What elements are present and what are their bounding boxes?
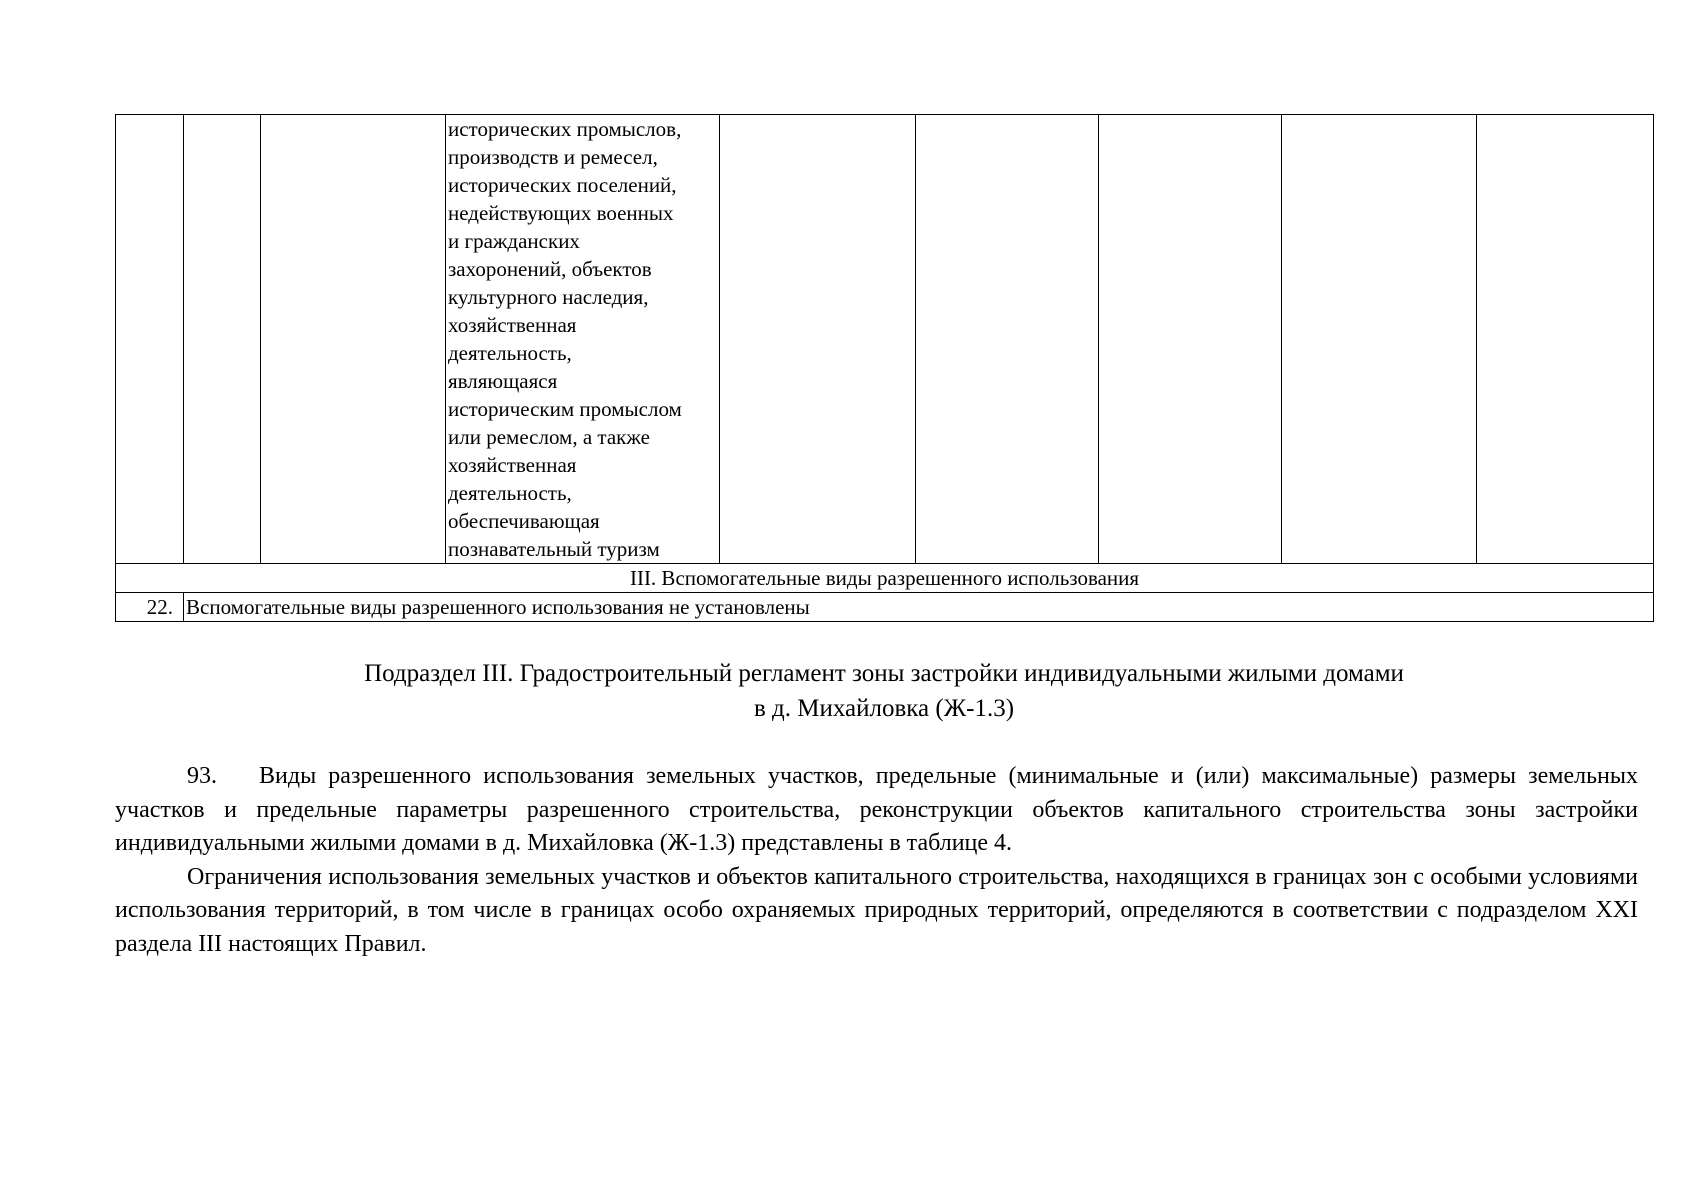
table-cell <box>1477 115 1654 564</box>
subsection-title-line1: Подраздел III. Градостроительный регламент зоны застройки индивидуальными жилыми домами <box>364 660 1404 687</box>
table-row-22 <box>116 593 1654 622</box>
table-cell <box>1282 115 1477 564</box>
regulation-table <box>115 114 1654 622</box>
table-row-continuation <box>116 115 1654 564</box>
table-cell-use-description <box>446 115 720 564</box>
table-cell <box>184 115 261 564</box>
paragraph-number: 93. <box>187 763 217 789</box>
body-text <box>115 760 1638 961</box>
table-cell <box>916 115 1099 564</box>
table-row-section-header <box>116 564 1654 593</box>
table-cell <box>1099 115 1282 564</box>
paragraph-restrictions: Ограничения использования земельных участков и объектов капитального строительства, находящихся в границах зон с особыми условиями использования территорий, в том числе в границах особо охраняемых природных территорий, определяются в соответствии с подразделом XXI раздела III настоящих Правил. <box>115 863 1638 957</box>
row-text-cell: Вспомогательные виды разрешенного использования не установлены <box>184 593 1654 622</box>
table-cell <box>261 115 446 564</box>
subsection-title <box>115 656 1653 726</box>
table-cell <box>720 115 916 564</box>
subsection-title-line2: в д. Михайловка (Ж-1.3) <box>753 695 1015 722</box>
section-header-cell: III. Вспомогательные виды разрешенного использования <box>116 564 1654 593</box>
paragraph-93 <box>115 760 1638 861</box>
paragraph-93-text: Виды разрешенного использования земельных участков, предельные (минимальные и (или) максимальные) размеры земельных участков и предельные параметры разрешенного строительства, реконструкции объектов капитального строительства зоны застройки индивидуальными жилыми домами в д. Михайловка (Ж-1.3) представлены в таблице 4. <box>115 763 1638 856</box>
use-description-text: исторических промыслов, производств и ремесел, исторических поселений, недействующих военных и гражданских захоронений, объектов культурного наследия, хозяйственная деятельность, являющаяся историческим промыслом или ремеслом, а также хозяйственная деятельность, обеспечивающая познавательный туризм <box>448 117 682 561</box>
row-number-cell: 22. <box>116 593 184 622</box>
table-cell <box>116 115 184 564</box>
